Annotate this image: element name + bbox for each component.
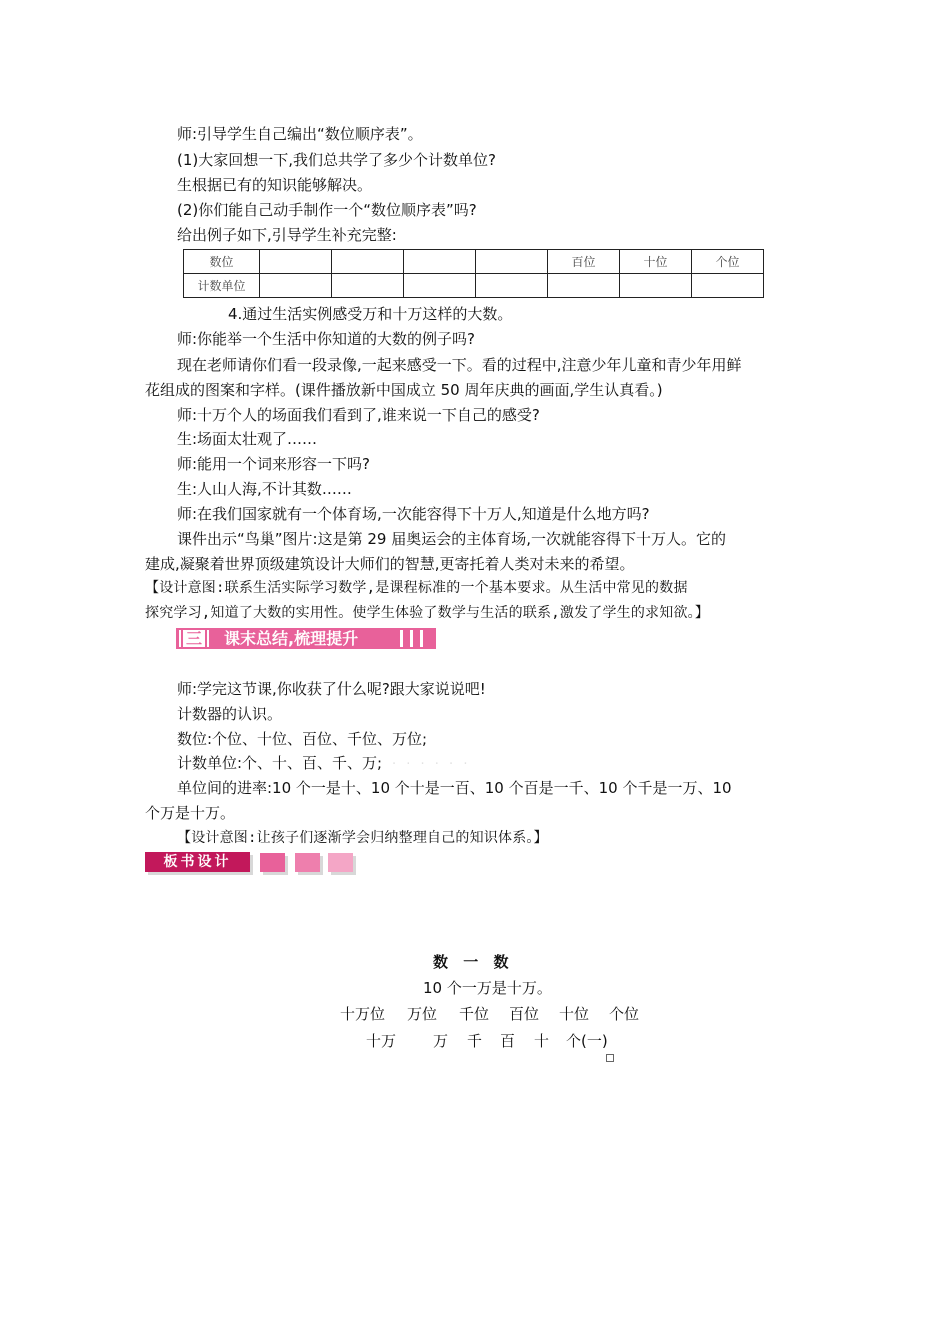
line-6: 4.通过生活实例感受万和十万这样的大数。 (228, 305, 513, 323)
line-1: 师:引导学生自己编出“数位顺序表”。 (177, 125, 423, 143)
table-cell (260, 274, 332, 298)
table-row (184, 274, 764, 298)
board-unit-1: 万 (433, 1032, 449, 1050)
board-place-4: 十位 (559, 1005, 590, 1023)
line-20: 计数器的认识。 (177, 705, 283, 723)
line-3: 生根据已有的知识能够解决。 (177, 176, 373, 194)
board-unit-2: 千 (467, 1032, 483, 1050)
table-cell (404, 250, 476, 274)
place-value-table (183, 249, 764, 298)
line-24: 个万是十万。 (145, 804, 236, 822)
board-place-1: 万位 (407, 1005, 438, 1023)
line-12: 师:能用一个词来形容一下吗? (177, 455, 371, 473)
table-cell (404, 274, 476, 298)
section-number: 三 (179, 630, 209, 647)
line-9: 花组成的图案和字样。(课件播放新中国成立 50 周年庆典的画面,学生认真看。) (145, 381, 663, 399)
board-place-2: 千位 (459, 1005, 490, 1023)
line-4: (2)你们能自己动手制作一个“数位顺序表”吗? (177, 201, 477, 219)
table-cell: 十位 (620, 250, 692, 274)
line-22: 计数单位:个、十、百、千、万; (177, 754, 383, 772)
banner-stripes (396, 630, 430, 647)
table-cell: 个位 (692, 250, 764, 274)
table-cell (332, 274, 404, 298)
line-8: 现在老师请你们看一段录像,一起来感受一下。看的过程中,注意少年儿童和青少年用鲜 (177, 356, 742, 374)
table-cell (548, 274, 620, 298)
line-10: 师:十万个人的场面我们看到了,谁来说一下自己的感受? (177, 406, 540, 424)
tag-square (260, 853, 285, 872)
board-place-3: 百位 (509, 1005, 540, 1023)
line-15: 课件出示“鸟巢”图片:这是第 29 届奥运会的主体育场,一次就能容得下十万人。它的 (177, 530, 726, 548)
line-16: 建成,凝聚着世界顶级建筑设计大师们的智慧,更寄托着人类对未来的希望。 (145, 555, 635, 573)
design-intent-3: 【设计意图:让孩子们逐渐学会归纳整理自己的知识体系。】 (177, 830, 548, 846)
paragraph-mark-icon (606, 1054, 614, 1062)
line-2: (1)大家回想一下,我们总共学了多少个计数单位? (177, 151, 496, 169)
line-14: 师:在我们国家就有一个体育场,一次能容得下十万人,知道是什么地方吗? (177, 505, 650, 523)
line-19: 师:学完这节课,你收获了什么呢?跟大家说说吧! (177, 680, 486, 698)
tag-square (328, 853, 353, 872)
design-intent-1: 【设计意图:联系生活实际学习数学,是课程标准的一个基本要求。从生活中常见的数据 (145, 580, 688, 596)
line-11: 生:场面太壮观了…… (177, 430, 318, 448)
section-title: 课末总结,梳理提升 (224, 629, 359, 648)
line-13: 生:人山人海,不计其数…… (177, 480, 352, 498)
board-unit-4: 十 (534, 1032, 550, 1050)
table-cell (692, 274, 764, 298)
board-title: 数 一 数 (433, 953, 509, 971)
tag-square (295, 853, 320, 872)
table-header-cell: 计数单位 (184, 274, 260, 298)
table-cell (260, 250, 332, 274)
design-intent-2: 探究学习,知道了大数的实用性。使学生体验了数学与生活的联系,激发了学生的求知欲。】 (145, 605, 710, 621)
faded-watermark-dots: · · · · · · (392, 757, 471, 772)
board-unit-5: 个(一) (566, 1032, 608, 1050)
table-row (184, 250, 764, 274)
board-place-5: 个位 (609, 1005, 640, 1023)
table-header-cell: 数位 (184, 250, 260, 274)
line-7: 师:你能举一个生活中你知道的大数的例子吗? (177, 330, 476, 348)
line-23: 单位间的进率:10 个一是十、10 个十是一百、10 个百是一千、10 个千是一万、10 (177, 779, 732, 797)
board-design-tag: 板书设计 (145, 852, 250, 872)
table-cell (476, 250, 548, 274)
board-unit-0: 十万 (366, 1032, 397, 1050)
line-5: 给出例子如下,引导学生补充完整: (177, 226, 397, 244)
line-21: 数位:个位、十位、百位、千位、万位; (177, 730, 428, 748)
table-cell (620, 274, 692, 298)
table-cell (476, 274, 548, 298)
board-place-0: 十万位 (340, 1005, 386, 1023)
board-line-1: 10 个一万是十万。 (423, 979, 552, 997)
table-cell (332, 250, 404, 274)
table-cell: 百位 (548, 250, 620, 274)
board-unit-3: 百 (500, 1032, 516, 1050)
section-3-banner (176, 628, 436, 649)
